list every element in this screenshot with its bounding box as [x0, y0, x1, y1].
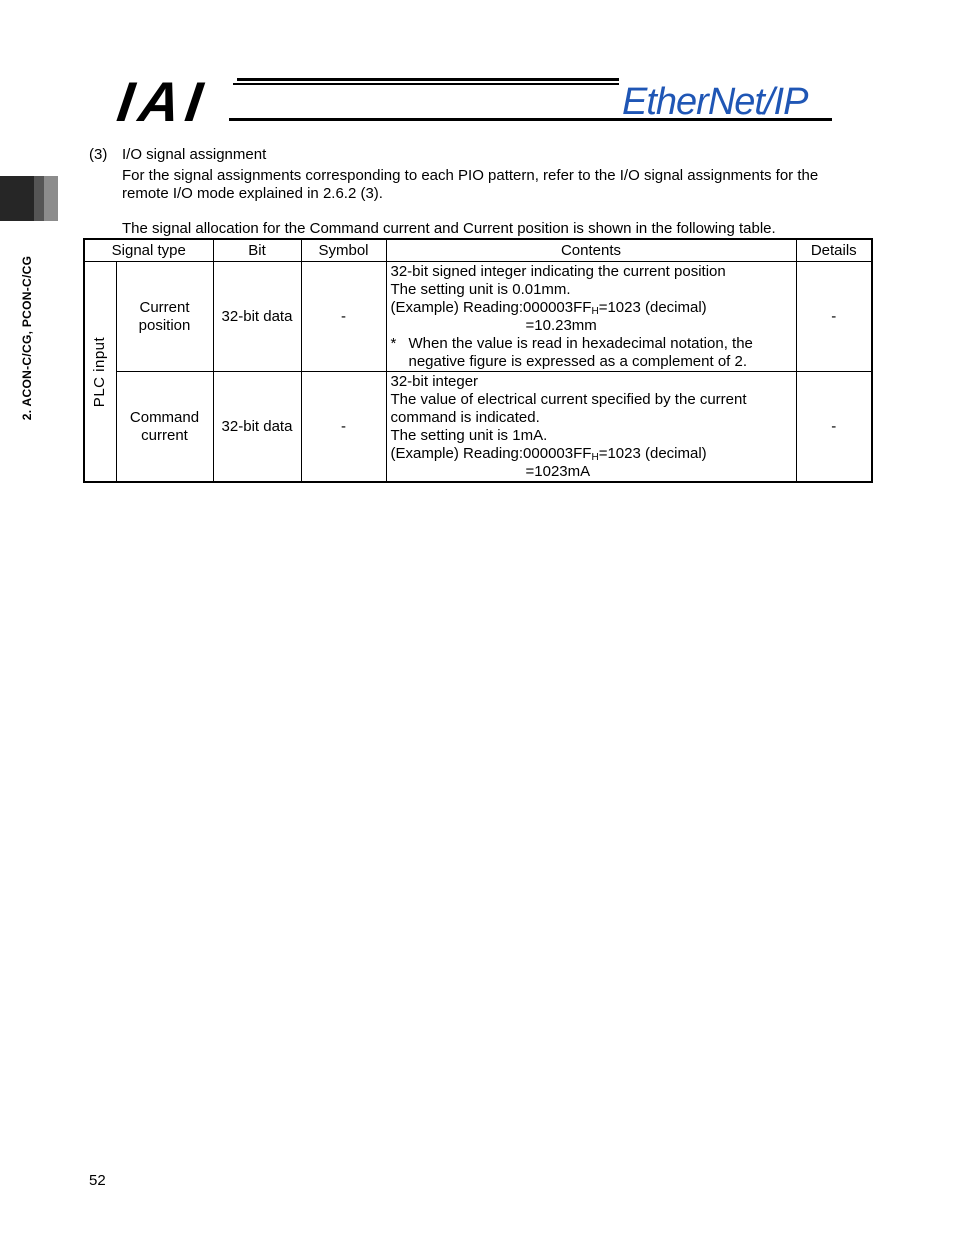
table-row — [84, 262, 872, 372]
section-title: I/O signal assignment — [122, 146, 267, 163]
section-paragraph-2: The signal allocation for the Command current and Current position is shown in the following table. — [122, 220, 776, 237]
signal-type-line2: current — [141, 426, 188, 444]
signal-type-line1: Current — [139, 298, 190, 316]
signal-assignment-table — [83, 238, 873, 483]
contents-cell — [386, 372, 796, 483]
group-cell — [84, 262, 116, 483]
example-result: =1023 (decimal) — [598, 298, 707, 316]
note-line: When the value is read in hexadecimal notation, the — [408, 334, 753, 352]
contents-example-line — [391, 445, 796, 463]
group-label: PLC input — [91, 336, 109, 407]
chapter-tab — [0, 176, 58, 221]
contents-line: command is indicated. — [390, 408, 540, 426]
signal-type-line1: Command — [129, 408, 200, 426]
example-text: (Example) Reading:000003FF — [390, 444, 592, 462]
note-asterisk: * — [390, 334, 397, 352]
signal-type-line2: position — [138, 316, 191, 334]
note-line: negative figure is expressed as a complement of 2. — [408, 352, 748, 370]
chapter-side-label: 2. ACON-C/CG, PCON-C/CG — [20, 255, 34, 421]
contents-cell — [386, 262, 796, 372]
section-number: (3) — [89, 146, 108, 163]
contents-note — [391, 335, 796, 371]
contents-line: =1023mA — [525, 462, 591, 480]
ethernet-ip-logo: EtherNet/IP — [622, 81, 808, 123]
hex-subscript: H — [591, 305, 599, 317]
header-signal-type: Signal type — [84, 239, 213, 262]
iai-logo: IAI — [113, 70, 213, 133]
details-cell: - — [796, 372, 872, 483]
contents-line: The value of electrical current specified by the current — [390, 390, 747, 408]
hex-subscript: H — [591, 451, 599, 463]
contents-example-line — [391, 299, 796, 317]
bit-cell: 32-bit data — [213, 262, 301, 372]
contents-line: 32-bit signed integer indicating the current position — [390, 262, 726, 280]
symbol-cell: - — [301, 372, 386, 483]
header-details: Details — [796, 239, 872, 262]
page-number: 52 — [89, 1172, 106, 1189]
details-cell: - — [796, 262, 872, 372]
example-result: =1023 (decimal) — [598, 444, 707, 462]
chapter-tab-grey — [44, 176, 58, 221]
table-row — [84, 372, 872, 483]
header-bit: Bit — [213, 239, 301, 262]
chapter-tab-mid — [34, 176, 44, 221]
signal-type-cell — [116, 372, 213, 483]
contents-line: =10.23mm — [525, 316, 597, 334]
contents-line: The setting unit is 0.01mm. — [390, 280, 571, 298]
table-header-row — [84, 239, 872, 262]
example-text: (Example) Reading:000003FF — [390, 298, 592, 316]
section-paragraph-1: For the signal assignments corresponding to each PIO pattern, refer to the I/O signal assignments for the remote I/O mode explained in 2.6.2 (3). — [122, 167, 819, 202]
header-symbol: Symbol — [301, 239, 386, 262]
header-contents: Contents — [386, 239, 796, 262]
contents-line: The setting unit is 1mA. — [390, 426, 548, 444]
chapter-tab-dark — [0, 176, 34, 221]
signal-type-cell — [116, 262, 213, 372]
logo-rule-top — [237, 78, 619, 81]
contents-line: 32-bit integer — [390, 372, 479, 390]
note-text — [409, 335, 753, 371]
logo-rule-second — [233, 83, 619, 85]
bit-cell: 32-bit data — [213, 372, 301, 483]
symbol-cell: - — [301, 262, 386, 372]
